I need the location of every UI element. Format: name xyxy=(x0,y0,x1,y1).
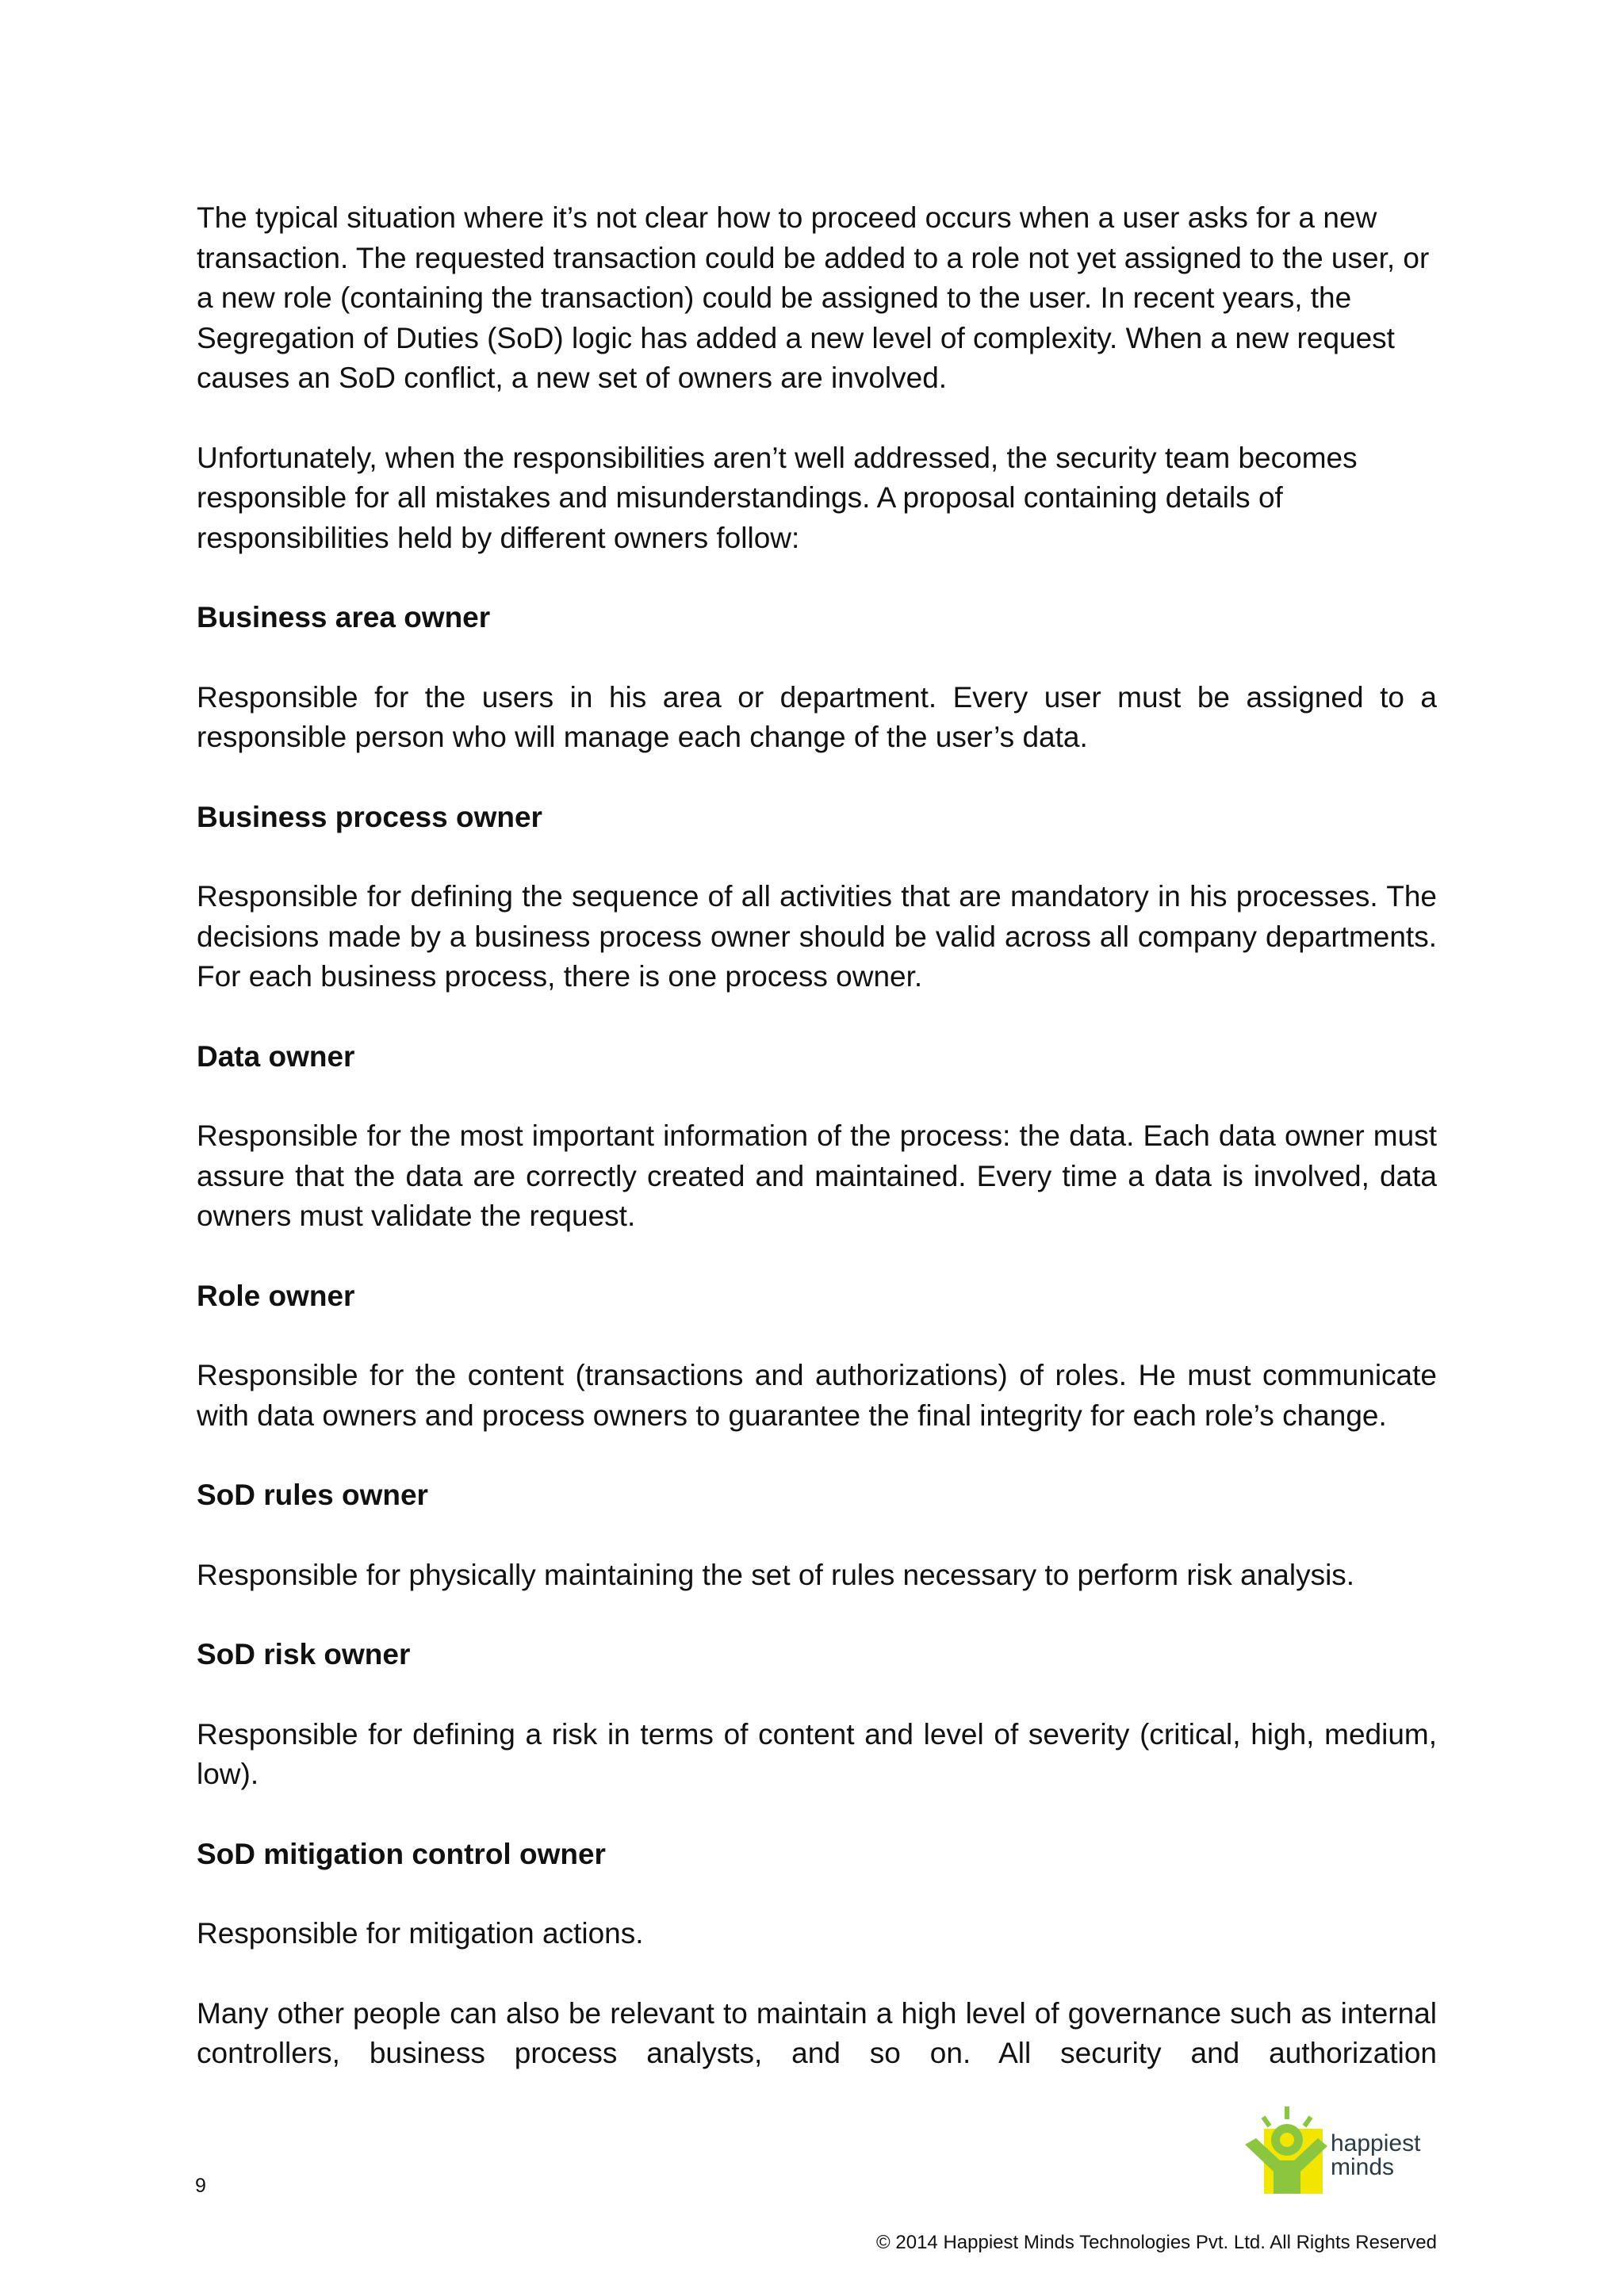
owner-heading-business-process: Business process owner xyxy=(197,800,542,833)
owner-text-role: Responsible for the content (transactions and authorizations) of roles. He must communicate with data owners and process owners to guarantee the final integrity for each role’s change. xyxy=(197,1359,1437,1432)
owner-heading-sod-rules: SoD rules owner xyxy=(197,1479,428,1511)
copyright-footer: © 2014 Happiest Minds Technologies Pvt. Ltd. All Rights Reserved xyxy=(876,2232,1437,2253)
owner-heading-data: Data owner xyxy=(197,1039,355,1073)
document-body xyxy=(197,198,1437,2114)
owner-text-sod-mitigation: Responsible for mitigation actions. xyxy=(197,1917,644,1950)
owner-heading-business-area: Business area owner xyxy=(197,601,491,633)
closing-paragraph: Many other people can also be relevant to maintain a high level of governance such as internal controllers, business process analysts, and so on. All security and authorization xyxy=(197,1996,1437,2069)
page-number: 9 xyxy=(195,2175,206,2197)
owner-text-sod-risk: Responsible for defining a risk in terms of content and level of severity (critical, high, medium, low). xyxy=(197,1717,1437,1790)
happiest-minds-logo xyxy=(1242,2105,1448,2200)
intro-paragraph-1: The typical situation where it’s not clear how to proceed occurs when a user asks for a new transaction. The requested transaction could be added to a role not yet assigned to the user, or a new role (containing the transaction) could be assigned to the user. In recent years, the Segregation of Duties (SoD) logic has added a new level of complexity. When a new request causes an SoD conflict, a new set of owners are involved. xyxy=(197,201,1430,394)
owner-heading-sod-risk: SoD risk owner xyxy=(197,1638,411,1670)
owner-text-sod-rules: Responsible for physically maintaining the set of rules necessary to perform risk analysis. xyxy=(197,1558,1355,1591)
owner-text-business-process: Responsible for defining the sequence of all activities that are mandatory in his processes. The decisions made by a business process owner should be valid across all company departments. For each business process, there is one process owner. xyxy=(197,880,1437,993)
logo-word-minds: minds xyxy=(1331,2154,1395,2180)
owner-heading-sod-mitigation: SoD mitigation control owner xyxy=(197,1837,606,1870)
owner-heading-role: Role owner xyxy=(197,1279,355,1312)
owner-text-data: Responsible for the most important information of the process: the data. Each data owner must assure that the data are correctly created and maintained. Every time a data is involved, data owners must validate the request. xyxy=(197,1119,1437,1232)
logo-figure-icon xyxy=(1242,2105,1329,2200)
owner-text-business-area: Responsible for the users in his area or department. Every user must be assigned to a responsible person who will manage each change of the user’s data. xyxy=(197,680,1437,753)
logo-word-happiest: happiest xyxy=(1331,2130,1421,2156)
logo-wordmark xyxy=(1331,2132,1420,2179)
intro-paragraph-2: Unfortunately, when the responsibilities aren’t well addressed, the security team becomes responsible for all mistakes and misunderstandings. A proposal containing details of responsibilities held by different owners follow: xyxy=(197,441,1358,554)
